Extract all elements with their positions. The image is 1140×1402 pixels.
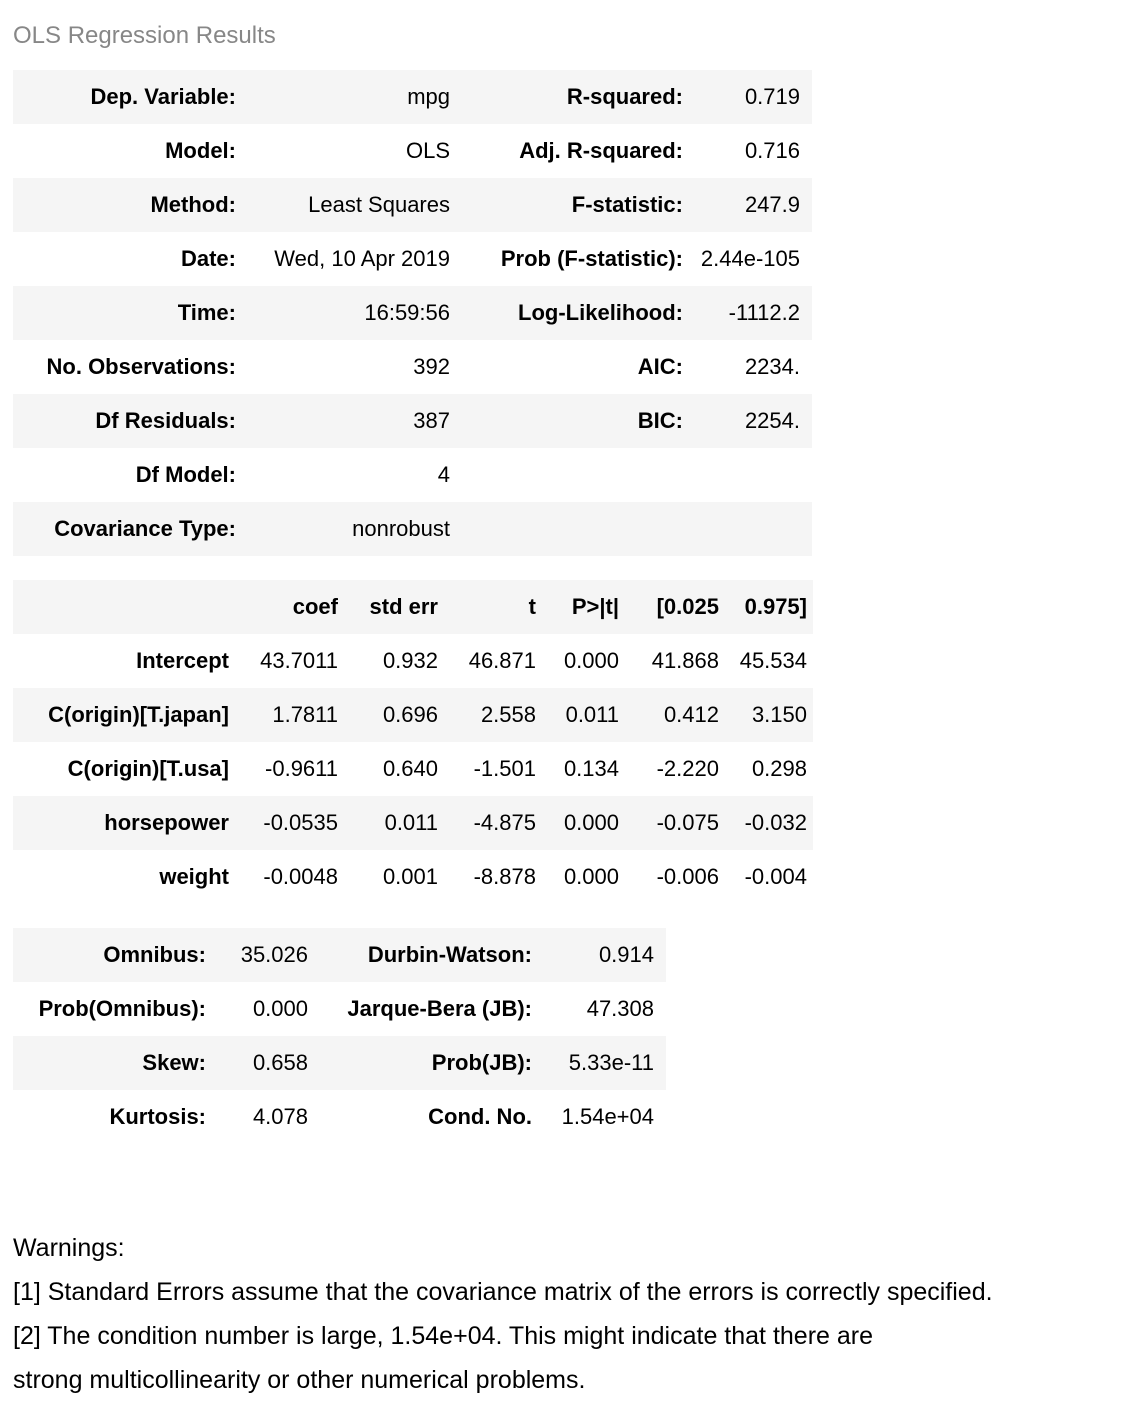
coef-value: -0.0048 bbox=[263, 864, 338, 889]
stat-value: 0.716 bbox=[744, 138, 800, 163]
stat-value: Wed, 10 Apr 2019 bbox=[274, 246, 450, 271]
stderr-value: 0.696 bbox=[382, 702, 438, 727]
stat-label: Df Model: bbox=[135, 462, 236, 487]
stat-value bbox=[695, 502, 812, 556]
stat-label: Date: bbox=[180, 246, 236, 271]
coef-row bbox=[13, 796, 813, 850]
stat-label: Time: bbox=[177, 300, 236, 325]
coef-row bbox=[13, 688, 813, 742]
stderr-value: 0.640 bbox=[382, 756, 438, 781]
stat-value: 4.078 bbox=[252, 1104, 308, 1129]
term-label: horsepower bbox=[104, 810, 229, 835]
stat-value: OLS bbox=[405, 138, 450, 163]
ci-high-value: -0.004 bbox=[744, 864, 807, 889]
diagnostics-table bbox=[13, 928, 666, 1144]
ci-high-value: -0.032 bbox=[744, 810, 807, 835]
table-row bbox=[13, 178, 812, 232]
stat-value: Least Squares bbox=[308, 192, 450, 217]
coef-row bbox=[13, 742, 813, 796]
stat-value: 35.026 bbox=[240, 942, 308, 967]
stat-value: 0.914 bbox=[598, 942, 654, 967]
table-row bbox=[13, 340, 812, 394]
warning-line: [1] Standard Errors assume that the covariance matrix of the errors is correctly specified. bbox=[13, 1278, 993, 1306]
stat-value: 16:59:56 bbox=[364, 300, 450, 325]
stat-value: 247.9 bbox=[744, 192, 800, 217]
stat-value: 5.33e-11 bbox=[568, 1050, 654, 1075]
stat-label: Cond. No. bbox=[428, 1104, 532, 1129]
stat-value: 392 bbox=[413, 354, 450, 379]
stderr-value: 0.001 bbox=[382, 864, 438, 889]
coef-value: 43.7011 bbox=[260, 648, 338, 673]
coef-value: -0.9611 bbox=[265, 756, 338, 781]
stat-label: Model: bbox=[165, 138, 236, 163]
ci-high-value: 3.150 bbox=[751, 702, 807, 727]
stat-label: Covariance Type: bbox=[54, 516, 236, 541]
column-header: 0.975] bbox=[744, 594, 807, 619]
warning-line: strong multicollinearity or other numerical problems. bbox=[13, 1366, 586, 1394]
coef-value: 1.7811 bbox=[272, 702, 338, 727]
stat-label: Prob(Omnibus): bbox=[38, 996, 206, 1021]
t-value: -4.875 bbox=[473, 810, 536, 835]
ci-low-value: 0.412 bbox=[663, 702, 719, 727]
t-value: 2.558 bbox=[480, 702, 536, 727]
stat-label: Prob (F-statistic): bbox=[500, 246, 683, 271]
results-title: OLS Regression Results bbox=[13, 22, 276, 49]
stat-label: Kurtosis: bbox=[109, 1104, 206, 1129]
stat-value: nonrobust bbox=[352, 516, 450, 541]
stat-value: 2.44e-105 bbox=[700, 246, 800, 271]
table-row bbox=[13, 1036, 666, 1090]
stat-value: 2234. bbox=[744, 354, 800, 379]
stat-label: Jarque-Bera (JB): bbox=[347, 996, 532, 1021]
ci-high-value: 0.298 bbox=[751, 756, 807, 781]
term-label: C(origin)[T.usa] bbox=[67, 756, 229, 781]
stat-value: 0.658 bbox=[252, 1050, 308, 1075]
ci-high-value: 45.534 bbox=[739, 648, 807, 673]
term-label: C(origin)[T.japan] bbox=[48, 702, 229, 727]
p-value: 0.000 bbox=[563, 810, 619, 835]
stat-label bbox=[462, 448, 695, 502]
column-header: [0.025 bbox=[656, 594, 719, 619]
model-summary-table bbox=[13, 70, 812, 556]
column-header: coef bbox=[292, 594, 338, 619]
table-row bbox=[13, 502, 812, 556]
ci-low-value: -0.006 bbox=[656, 864, 719, 889]
table-row bbox=[13, 1090, 666, 1144]
term-label: Intercept bbox=[136, 648, 229, 673]
table-row bbox=[13, 232, 812, 286]
table-row bbox=[13, 286, 812, 340]
warnings-block bbox=[13, 1226, 1140, 1402]
stat-label: BIC: bbox=[637, 408, 683, 433]
p-value: 0.000 bbox=[563, 648, 619, 673]
coef-row bbox=[13, 634, 813, 688]
stat-label: Prob(JB): bbox=[431, 1050, 532, 1075]
column-header: std err bbox=[369, 594, 438, 619]
column-header: P>|t| bbox=[571, 594, 619, 619]
column-header: t bbox=[528, 594, 536, 619]
term-label: weight bbox=[159, 864, 229, 889]
stat-label: Omnibus: bbox=[103, 942, 206, 967]
stat-value: 4 bbox=[437, 462, 450, 487]
stat-value: 0.000 bbox=[252, 996, 308, 1021]
stat-value: -1112.2 bbox=[728, 300, 800, 325]
p-value: 0.134 bbox=[563, 756, 619, 781]
stat-value: 0.719 bbox=[744, 84, 800, 109]
coefficients-table bbox=[13, 580, 813, 904]
stat-label: No. Observations: bbox=[46, 354, 236, 379]
stat-value: 1.54e+04 bbox=[561, 1104, 654, 1129]
stat-label: Durbin-Watson: bbox=[367, 942, 532, 967]
warning-line: [2] The condition number is large, 1.54e+04. This might indicate that there are bbox=[13, 1322, 874, 1350]
table-row bbox=[13, 982, 666, 1036]
stderr-value: 0.932 bbox=[382, 648, 438, 673]
stat-value: 47.308 bbox=[586, 996, 654, 1021]
stat-label: Dep. Variable: bbox=[90, 84, 236, 109]
stat-label: AIC: bbox=[637, 354, 683, 379]
stat-label: R-squared: bbox=[566, 84, 683, 109]
ci-low-value: 41.868 bbox=[651, 648, 719, 673]
table-row bbox=[13, 394, 812, 448]
stat-value: 387 bbox=[413, 408, 450, 433]
stat-label: Method: bbox=[150, 192, 236, 217]
stat-label: Skew: bbox=[142, 1050, 206, 1075]
stat-label: Df Residuals: bbox=[95, 408, 236, 433]
stat-value bbox=[695, 448, 812, 502]
coef-row bbox=[13, 850, 813, 904]
p-value: 0.011 bbox=[565, 702, 619, 727]
ci-low-value: -0.075 bbox=[656, 810, 719, 835]
table-row bbox=[13, 124, 812, 178]
coef-value: -0.0535 bbox=[263, 810, 338, 835]
column-header bbox=[13, 580, 235, 634]
stat-label: Adj. R-squared: bbox=[519, 138, 683, 163]
stat-label: Log-Likelihood: bbox=[518, 300, 683, 325]
stat-label bbox=[462, 502, 695, 556]
t-value: -1.501 bbox=[473, 756, 536, 781]
stat-value: 2254. bbox=[744, 408, 800, 433]
table-row bbox=[13, 928, 666, 982]
t-value: -8.878 bbox=[473, 864, 536, 889]
stat-value: mpg bbox=[407, 84, 450, 109]
stat-label: F-statistic: bbox=[571, 192, 683, 217]
table-row bbox=[13, 70, 812, 124]
table-row bbox=[13, 448, 812, 502]
ci-low-value: -2.220 bbox=[656, 756, 719, 781]
stderr-value: 0.011 bbox=[384, 810, 438, 835]
coef-header-row bbox=[13, 580, 813, 634]
p-value: 0.000 bbox=[563, 864, 619, 889]
t-value: 46.871 bbox=[468, 648, 536, 673]
warnings-heading: Warnings: bbox=[13, 1234, 125, 1262]
